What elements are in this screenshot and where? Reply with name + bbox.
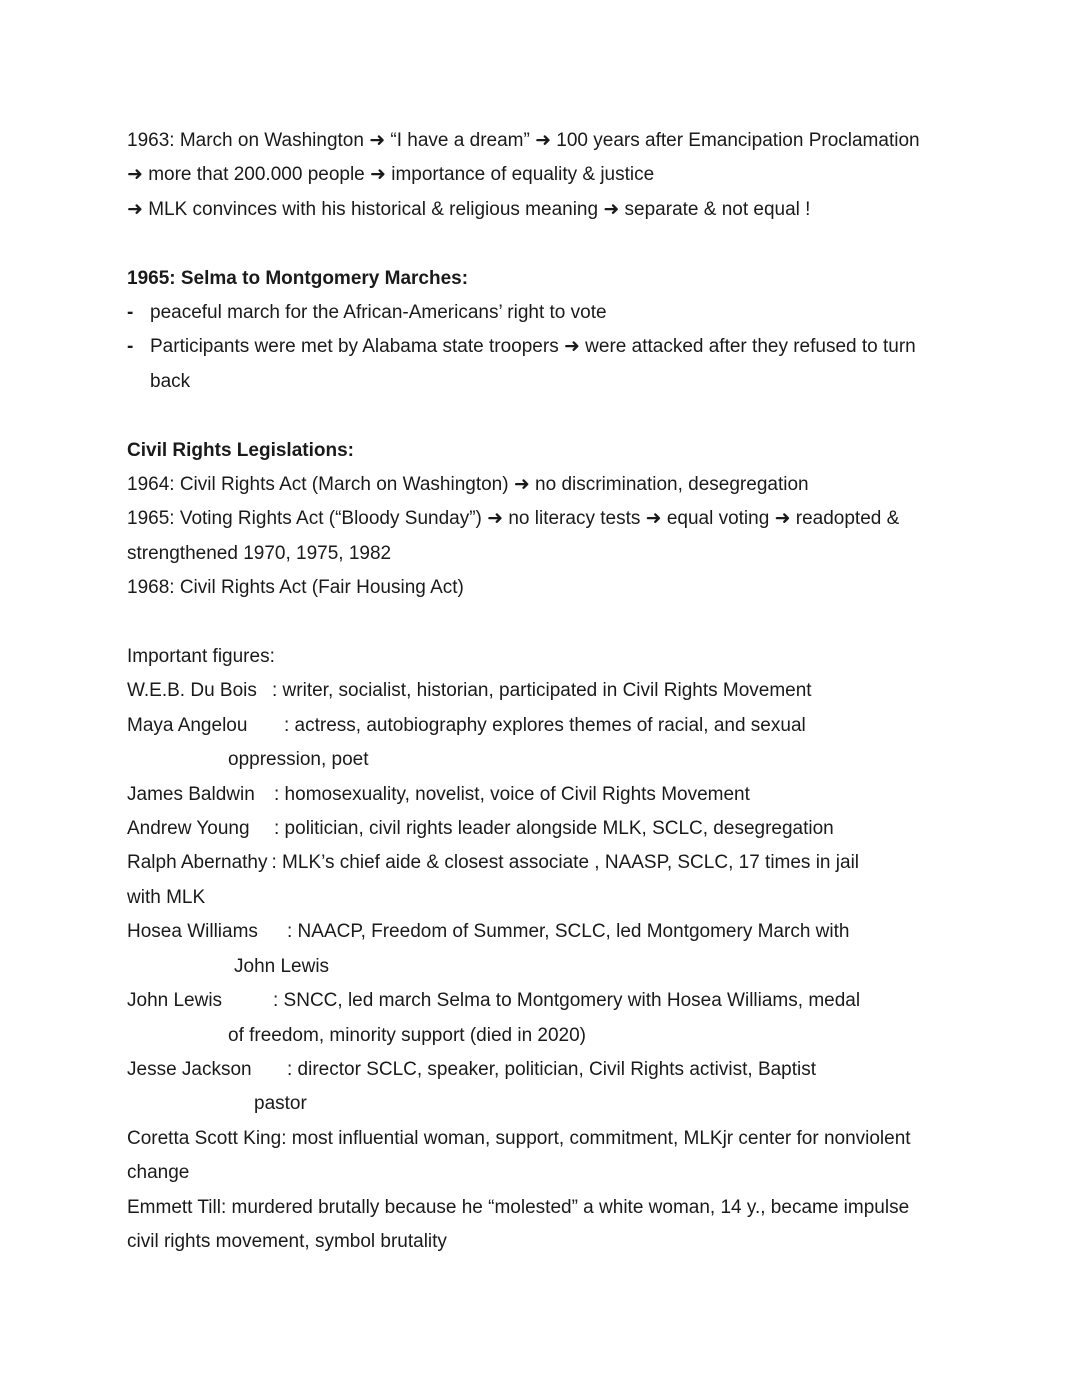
voting-rights-act-1965: 1965: Voting Rights Act (“Bloody Sunday”) ➜ no literacy tests ➜ equal voting ➜ readopted & — [127, 508, 900, 530]
figure-name: James Baldwin — [127, 783, 255, 805]
figure-young — [127, 812, 957, 846]
figure-name: Andrew Young — [127, 818, 250, 840]
figure-desc: : actress, autobiography explores themes of racial, and sexual — [284, 714, 806, 736]
bullet-dash: - — [127, 302, 134, 324]
figure-king-cont: change — [127, 1162, 190, 1184]
figure-desc: : politician, civil rights leader alongside MLK, SCLC, desegregation — [274, 818, 834, 840]
figure-desc: : SNCC, led march Selma to Montgomery with Hosea Williams, medal — [273, 990, 861, 1012]
figure-name: Maya Angelou — [127, 714, 248, 736]
figure-jackson-cont: pastor — [254, 1093, 307, 1115]
figure-name: W.E.B. Du Bois — [127, 680, 257, 702]
figure-name: Jesse Jackson — [127, 1058, 252, 1080]
figure-angelou — [127, 709, 957, 743]
figure-dubois — [127, 674, 957, 708]
legislations-heading: Civil Rights Legislations: — [127, 439, 354, 461]
figure-desc: : director SCLC, speaker, politician, Civil Rights activist, Baptist — [287, 1058, 817, 1080]
figure-abernathy-cont: with MLK — [127, 886, 206, 908]
march-attendance-line: ➜ more that 200.000 people ➜ importance of equality & justice — [127, 164, 655, 186]
document-page — [127, 124, 957, 1259]
spacer — [127, 606, 957, 640]
selma-heading: 1965: Selma to Montgomery Marches: — [127, 267, 469, 289]
figure-angelou-cont: oppression, poet — [228, 749, 369, 771]
spacer — [127, 227, 957, 261]
civil-rights-act-1968: 1968: Civil Rights Act (Fair Housing Act) — [127, 577, 464, 599]
voting-rights-act-cont: strengthened 1970, 1975, 1982 — [127, 542, 392, 564]
figure-name: Ralph Abernathy — [127, 852, 268, 874]
figure-williams-cont: John Lewis — [234, 955, 330, 977]
figure-williams — [127, 915, 957, 949]
figure-desc: : homosexuality, novelist, voice of Civil Rights Movement — [274, 783, 750, 805]
figure-till: Emmett Till: murdered brutally because he “molested” a white woman, 14 y., became impulse — [127, 1196, 910, 1218]
figure-lewis — [127, 984, 957, 1018]
figure-name: John Lewis — [127, 990, 223, 1012]
bullet-text: peaceful march for the African-Americans’ right to vote — [150, 302, 607, 324]
figure-jackson — [127, 1053, 957, 1087]
figure-king: Coretta Scott King: most influential woman, support, commitment, MLKjr center for nonviolent — [127, 1127, 911, 1149]
figure-desc: : NAACP, Freedom of Summer, SCLC, led Montgomery March with — [287, 921, 850, 943]
figure-desc: : MLK’s chief aide & closest associate , NAASP, SCLC, 17 times in jail — [271, 852, 860, 874]
march-on-washington-line: 1963: March on Washington ➜ “I have a dream” ➜ 100 years after Emancipation Proclamation — [127, 130, 920, 151]
bullet-dash: - — [127, 336, 134, 358]
selma-bullet-1 — [127, 296, 957, 330]
mlk-meaning-line: ➜ MLK convinces with his historical & religious meaning ➜ separate & not equal ! — [127, 198, 811, 220]
spacer — [127, 399, 957, 433]
figures-heading: Important figures: — [127, 646, 275, 668]
figure-abernathy — [127, 846, 957, 880]
bullet-text: Participants were met by Alabama state troopers ➜ were attacked after they refused to turn — [150, 336, 916, 358]
selma-bullet-2-cont: back — [150, 370, 191, 392]
figure-name: Hosea Williams — [127, 921, 258, 943]
figure-till-cont: civil rights movement, symbol brutality — [127, 1230, 447, 1252]
civil-rights-act-1964: 1964: Civil Rights Act (March on Washington) ➜ no discrimination, desegregation — [127, 474, 809, 496]
figure-baldwin — [127, 778, 957, 812]
figure-lewis-cont: of freedom, minority support (died in 2020) — [228, 1024, 587, 1046]
selma-bullet-2 — [127, 330, 957, 364]
figure-desc: : writer, socialist, historian, participated in Civil Rights Movement — [272, 680, 812, 702]
